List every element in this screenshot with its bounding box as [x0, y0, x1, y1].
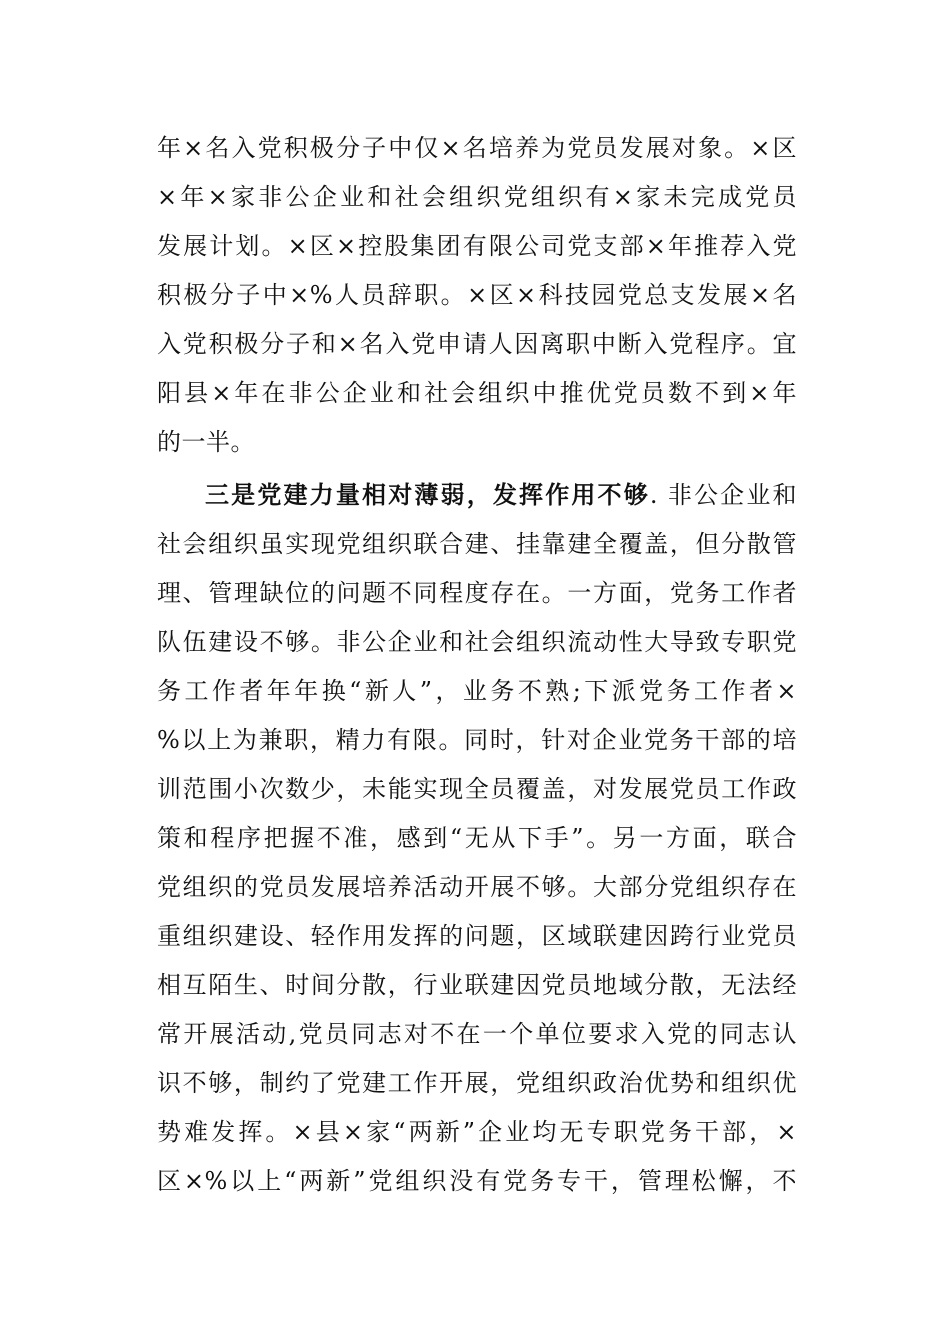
paragraph-line: 阳县×年在非公企业和社会组织中推优党员数不到×年: [157, 379, 797, 407]
paragraph-line: 务工作者年年换“新人”，业务不熟;下派党务工作者×: [157, 677, 797, 705]
paragraph-line: 识不够，制约了党建工作开展，党组织政治优势和组织优: [157, 1069, 797, 1097]
paragraph-line: %以上为兼职，精力有限。同时，针对企业党务干部的培: [157, 726, 797, 754]
paragraph-line: 重组织建设、轻作用发挥的问题，区域联建因跨行业党员: [157, 922, 797, 950]
paragraph-line: 积极分子中×%人员辞职。×区×科技园党总支发展×名: [157, 281, 797, 309]
paragraph-line: ×年×家非公企业和社会组织党组织有×家未完成党员: [157, 183, 797, 211]
paragraph-line: 发展计划。×区×控股集团有限公司党支部×年推荐入党: [157, 232, 797, 260]
paragraph-first-line: [205, 475, 797, 524]
paragraph-heading: 三是党建力量相对薄弱，发挥作用不够: [205, 480, 650, 509]
paragraph-text: . 非公企业和: [649, 481, 797, 509]
paragraph-line: 理、管理缺位的问题不同程度存在。一方面，党务工作者: [157, 579, 797, 607]
paragraph-line: 训范围小次数少，未能实现全员覆盖，对发展党员工作政: [157, 775, 797, 803]
paragraph-line: 入党积极分子和×名入党申请人因离职中断入党程序。宜: [157, 330, 797, 358]
paragraph-line: 队伍建设不够。非公企业和社会组织流动性大导致专职党: [157, 628, 797, 656]
paragraph-line: 相互陌生、时间分散，行业联建因党员地域分散，无法经: [157, 971, 797, 999]
paragraph-line: 策和程序把握不准，感到“无从下手”。另一方面，联合: [157, 824, 797, 852]
paragraph-line: 势难发挥。×县×家“两新”企业均无专职党务干部，×: [157, 1118, 797, 1146]
paragraph-line: 常开展活动,党员同志对不在一个单位要求入党的同志认: [157, 1020, 797, 1048]
paragraph-line: 党组织的党员发展培养活动开展不够。大部分党组织存在: [157, 873, 797, 901]
paragraph-line: 区×%以上“两新”党组织没有党务专干，管理松懈，不: [157, 1167, 797, 1195]
paragraph-line: 年×名入党积极分子中仅×名培养为党员发展对象。×区: [157, 134, 797, 162]
paragraph-line: 社会组织虽实现党组织联合建、挂靠建全覆盖，但分散管: [157, 530, 797, 558]
paragraph-line: 的一半。: [157, 428, 255, 456]
